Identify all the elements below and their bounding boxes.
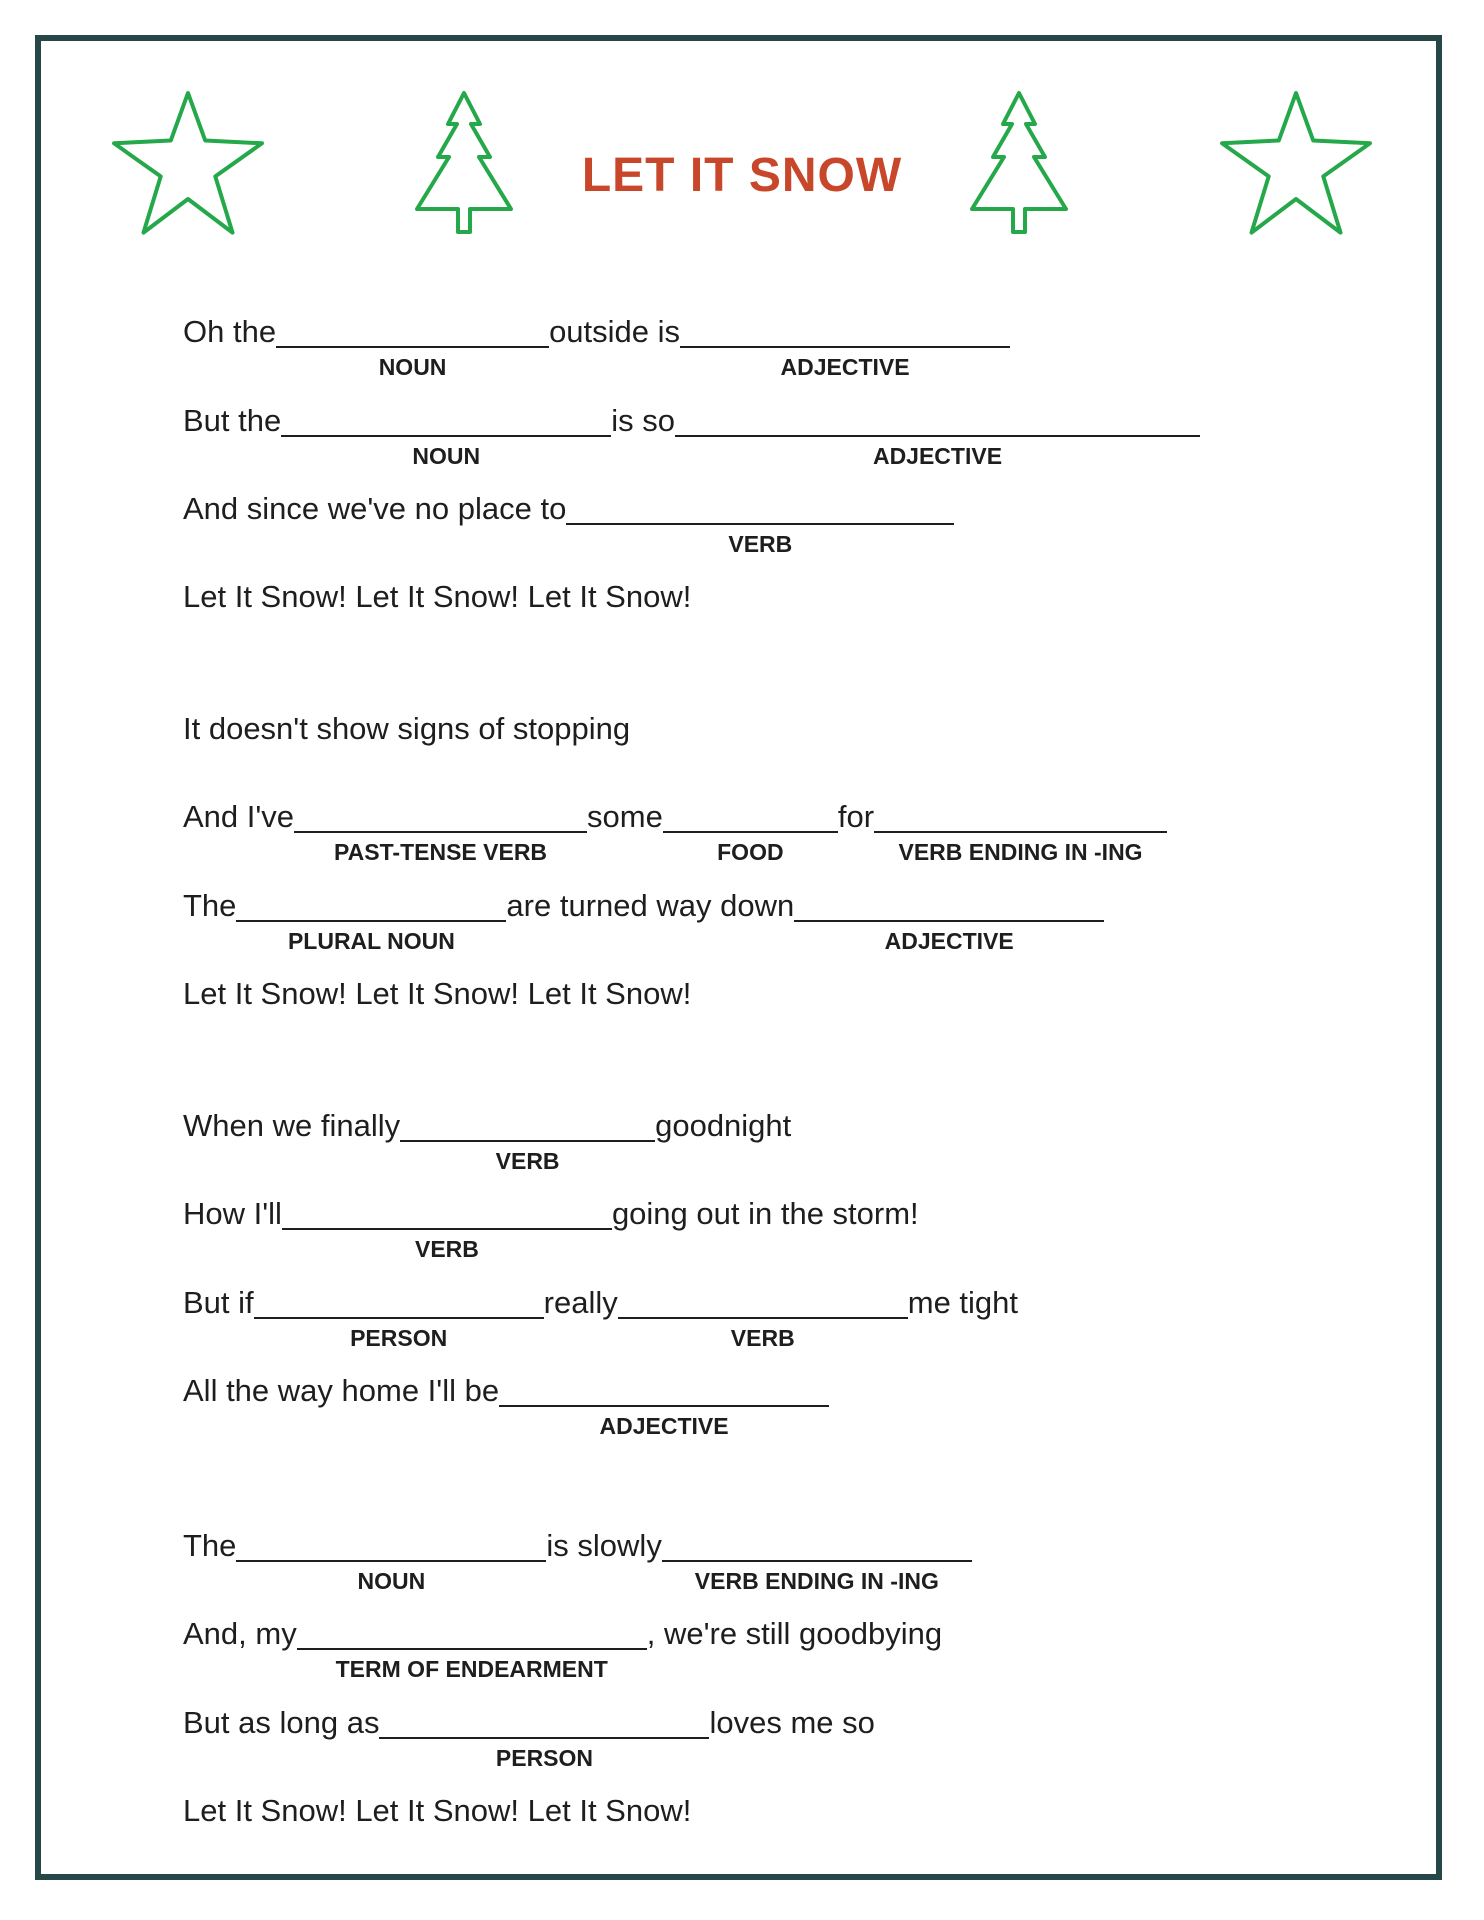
line-text: really [543,1285,618,1320]
mad-lib-line [183,312,1010,380]
line-text: But the [183,403,282,438]
word-type-label: ADJECTIVE [780,354,910,380]
line-text: Let It Snow! Let It Snow! Let It Snow! [183,1793,692,1828]
line-text: How I'll [183,1196,282,1231]
fill-in-blank[interactable] [874,797,1167,865]
line-text: some [587,799,663,834]
mad-lib-line [183,1371,829,1439]
line-text: loves me so [709,1705,875,1740]
word-type-label: ADJECTIVE [884,928,1014,954]
mad-lib-line [183,1106,792,1174]
fill-in-blank[interactable] [297,1614,647,1682]
word-type-label: ADJECTIVE [599,1413,729,1439]
line-text: It doesn't show signs of stopping [183,711,631,746]
word-type-label: NOUN [378,354,447,380]
line-text: is so [611,403,675,438]
mad-lib-line [183,1614,943,1682]
word-type-label: NOUN [412,443,481,469]
fill-in-blank[interactable] [236,886,506,954]
line-text: All the way home I'll be [183,1373,500,1408]
fill-in-blank[interactable] [675,401,1200,469]
line-text: are turned way down [506,888,795,923]
line-text: is slowly [546,1528,662,1563]
fill-in-blank[interactable] [294,797,587,865]
fill-in-blank[interactable] [276,312,549,380]
word-type-label: VERB ENDING IN -ING [694,1568,939,1594]
word-type-label: PERSON [495,1745,594,1771]
word-type-label: VERB ENDING IN -ING [898,839,1143,865]
fill-in-blank[interactable] [236,1526,546,1594]
mad-lib-line [183,974,691,1014]
fill-in-blank[interactable] [400,1106,655,1174]
line-text: outside is [549,314,681,349]
line-text: Oh the [183,314,277,349]
fill-in-blank[interactable] [663,797,838,865]
line-text: , we're still goodbying [646,1616,943,1651]
word-type-label: VERB [728,531,793,557]
mad-lib-line [183,1703,875,1771]
mad-lib-line [183,1194,919,1262]
mad-lib-line [183,577,691,617]
fill-in-blank[interactable] [281,401,611,469]
line-text: Let It Snow! Let It Snow! Let It Snow! [183,579,692,614]
word-type-label: VERB [414,1236,479,1262]
line-text: going out in the storm! [611,1196,919,1231]
mad-lib-line [183,401,1200,469]
line-text: And I've [183,799,295,834]
line-text: But if [183,1285,254,1320]
mad-lib-line [183,1526,972,1594]
word-type-label: FOOD [717,839,784,865]
line-text: When we finally [183,1108,401,1143]
word-type-label: ADJECTIVE [872,443,1003,469]
word-type-label: VERB [730,1325,795,1351]
fill-in-blank[interactable] [379,1703,709,1771]
fill-in-blank[interactable] [680,312,1010,380]
line-text: But as long as [183,1705,380,1740]
line-text: And since we've no place to [183,491,567,526]
line-text: Let It Snow! Let It Snow! Let It Snow! [183,976,692,1011]
line-text: me tight [907,1285,1019,1320]
mad-lib-line [183,709,630,749]
word-type-label: PLURAL NOUN [287,928,455,954]
fill-in-blank[interactable] [618,1283,908,1351]
fill-in-blank[interactable] [499,1371,829,1439]
mad-lib-line [183,797,1167,865]
line-text: The [183,888,237,923]
page-title: LET IT SNOW [581,149,903,202]
mad-lib-line [183,489,954,557]
word-type-label: VERB [495,1148,560,1174]
word-type-label: PAST-TENSE VERB [334,839,548,865]
fill-in-blank[interactable] [254,1283,544,1351]
mad-lib-line [183,1283,1019,1351]
mad-lib-line [183,886,1104,954]
fill-in-blank[interactable] [282,1194,612,1262]
fill-in-blank[interactable] [794,886,1104,954]
fill-in-blank[interactable] [662,1526,972,1594]
word-type-label: PERSON [350,1325,448,1351]
word-type-label: TERM OF ENDEARMENT [335,1656,608,1682]
word-type-label: NOUN [357,1568,426,1594]
mad-lib-line [183,1791,691,1831]
line-text: for [837,799,875,834]
line-text: And, my [183,1616,297,1651]
line-text: The [183,1528,237,1563]
fill-in-blank[interactable] [566,489,954,557]
line-text: goodnight [655,1108,792,1143]
